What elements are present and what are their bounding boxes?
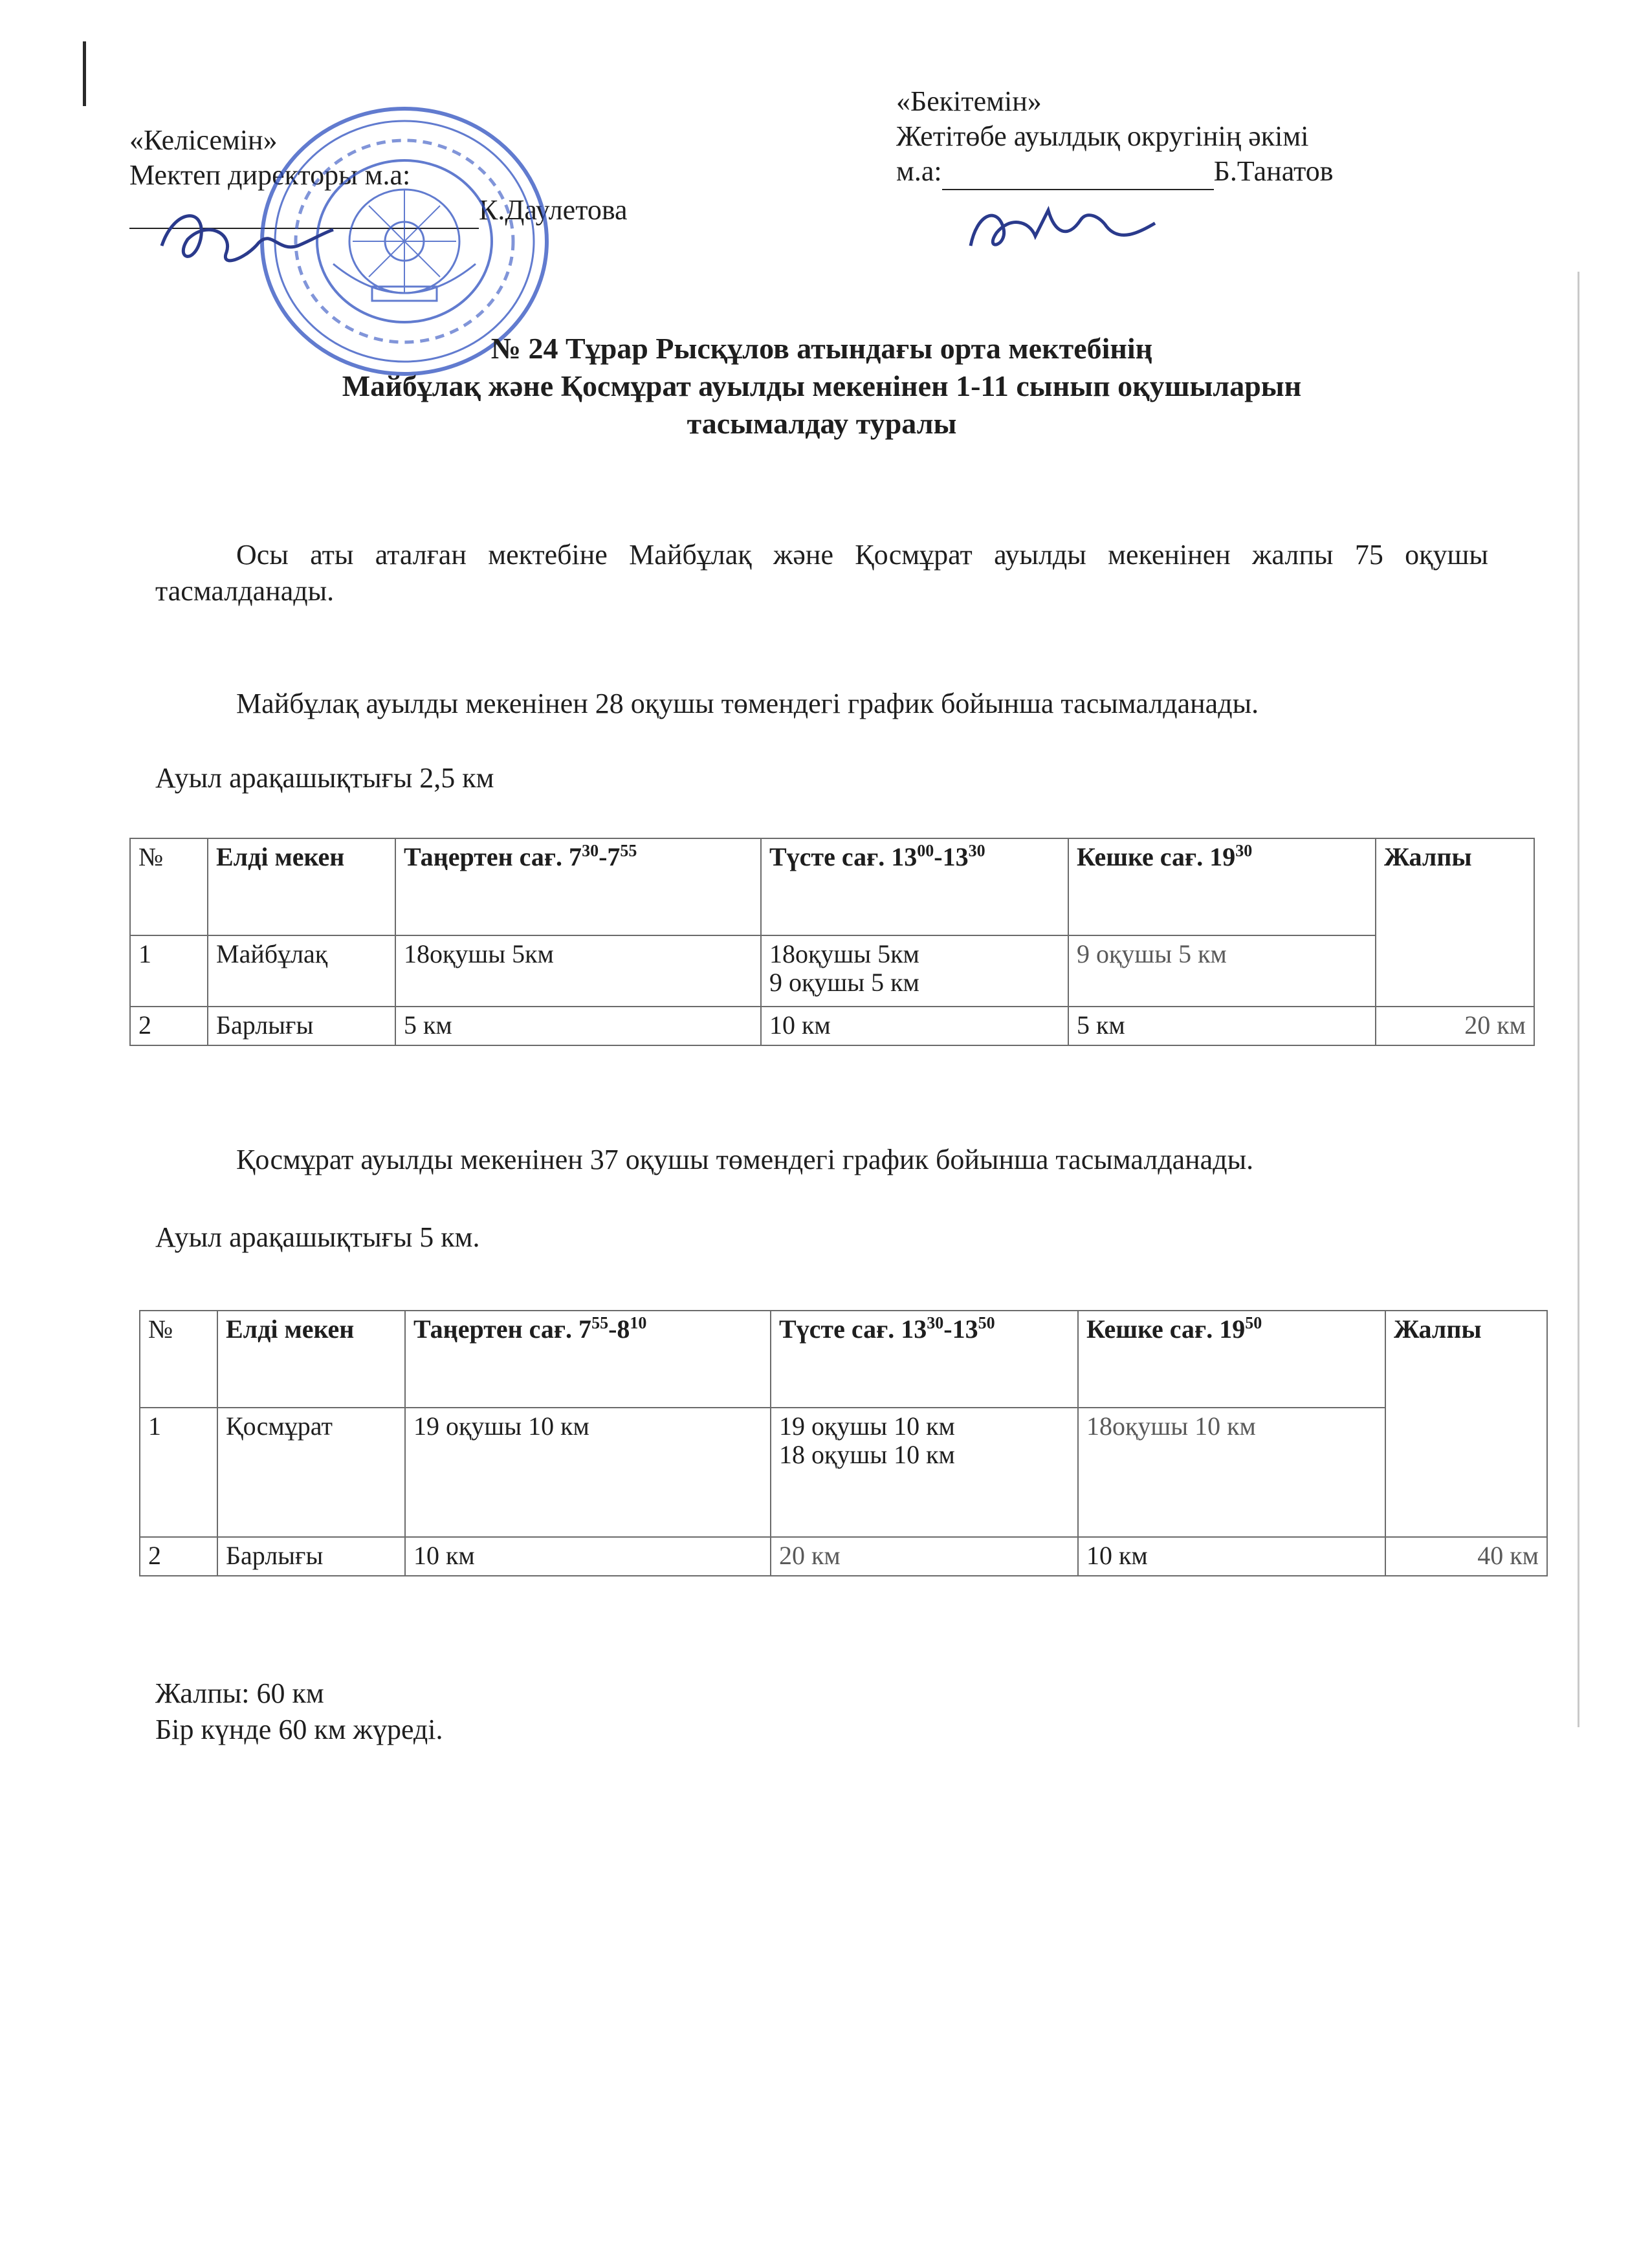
header-number: № (140, 1311, 217, 1408)
approval-left-label: «Келісемін» (129, 124, 278, 156)
section1-text: Майбұлақ ауылды мекенінен 28 оқушы төмендегі график бойынша тасымалданады. (236, 688, 1259, 719)
header-noon: Түсте сағ. $13^{30}-13^{50}$ (771, 1311, 1078, 1408)
signature-right (958, 188, 1165, 272)
row-noon: 19 оқушы 10 км 18 оқушы 10 км (771, 1408, 1078, 1537)
approval-right-prefix: м.а: (896, 155, 942, 187)
approval-left-position: Мектеп директоры м.а: (129, 159, 411, 191)
row-total: 20 км (1376, 1007, 1534, 1045)
row-noon: 10 км (761, 1007, 1068, 1045)
approval-right-sign-row (896, 154, 1334, 190)
approval-right-position: Жетітөбе ауылдық округінің әкімі (896, 120, 1309, 152)
header-morning: Таңертен сағ. $7^{30}-7^{55}$ (395, 838, 761, 935)
row-place: Қосмұрат (217, 1408, 405, 1537)
row-morning: 18оқушы 5км (395, 935, 761, 1007)
table-row (130, 935, 1534, 1007)
row-evening: 18оқушы 10 км (1078, 1408, 1385, 1537)
row-noon: 20 км (771, 1537, 1078, 1576)
row-number: 2 (130, 1007, 208, 1045)
summary-total: Жалпы: 60 км (155, 1677, 324, 1709)
header-noon: Түсте сағ. $13^{00}-13^{30}$ (761, 838, 1068, 935)
summary (155, 1675, 1488, 1748)
approval-left-name: К.Даулетова (479, 194, 628, 226)
title-line-3: тасымалдау туралы (687, 407, 957, 440)
signature-line (942, 154, 1214, 190)
section1-distance: Ауыл арақашықтығы 2,5 км (155, 762, 494, 794)
title-line-2: Майбұлақ және Қосмұрат ауылды мекенінен 1-11 сынып оқушыларын (342, 369, 1302, 402)
scan-edge-shadow (1578, 272, 1579, 1727)
row-evening: 10 км (1078, 1537, 1385, 1576)
table-total-row (140, 1537, 1547, 1576)
row-number: 2 (140, 1537, 217, 1576)
row-number: 1 (130, 935, 208, 1007)
header-total: Жалпы (1376, 838, 1534, 1007)
header-place: Елді мекен (217, 1311, 405, 1408)
schedule-table-maibulak (129, 838, 1535, 1046)
header-evening: Кешке сағ. $19^{50}$ (1078, 1311, 1385, 1408)
approval-right (896, 84, 1334, 190)
document-title (129, 330, 1514, 442)
row-morning: 5 км (395, 1007, 761, 1045)
row-morning: 19 оқушы 10 км (405, 1408, 771, 1537)
header-evening: Кешке сағ. $19^{30}$ (1068, 838, 1376, 935)
section2-distance: Ауыл арақашықтығы 5 км. (155, 1221, 480, 1253)
intro-paragraph: Осы аты аталған мектебіне Майбұлақ және Қосмұрат ауылды мекенінен жалпы 75 оқушы тасмалданады. (155, 539, 1488, 607)
header-number: № (130, 838, 208, 935)
approval-left (129, 123, 628, 229)
schedule-table-kosmurat (139, 1310, 1548, 1576)
table-header-row (140, 1311, 1547, 1408)
table-total-row (130, 1007, 1534, 1045)
header-total: Жалпы (1385, 1311, 1547, 1537)
table-row (140, 1408, 1547, 1537)
section2-text: Қосмұрат ауылды мекенінен 37 оқушы төмендегі график бойынша тасымалданады. (236, 1144, 1254, 1175)
approval-left-sign-row (129, 193, 628, 229)
table-header-row (130, 838, 1534, 935)
row-place: Барлығы (217, 1537, 405, 1576)
row-evening: 9 оқушы 5 км (1068, 935, 1376, 1007)
row-place: Барлығы (208, 1007, 395, 1045)
title-line-1: № 24 Тұрар Рысқұлов атындағы орта мектебінің (490, 332, 1153, 365)
header-place: Елді мекен (208, 838, 395, 935)
row-morning: 10 км (405, 1537, 771, 1576)
signature-line (129, 193, 479, 229)
header-morning: Таңертен сағ. $7^{55}-8^{10}$ (405, 1311, 771, 1408)
row-evening: 5 км (1068, 1007, 1376, 1045)
row-place: Майбұлақ (208, 935, 395, 1007)
row-noon: 18оқушы 5км 9 оқушы 5 км (761, 935, 1068, 1007)
summary-daily: Бір күнде 60 км жүреді. (155, 1714, 443, 1745)
scan-edge-mark (83, 41, 86, 106)
approval-right-name: Б.Танатов (1213, 155, 1334, 187)
row-total: 40 км (1385, 1537, 1547, 1576)
row-number: 1 (140, 1408, 217, 1537)
approval-right-label: «Бекітемін» (896, 85, 1042, 117)
